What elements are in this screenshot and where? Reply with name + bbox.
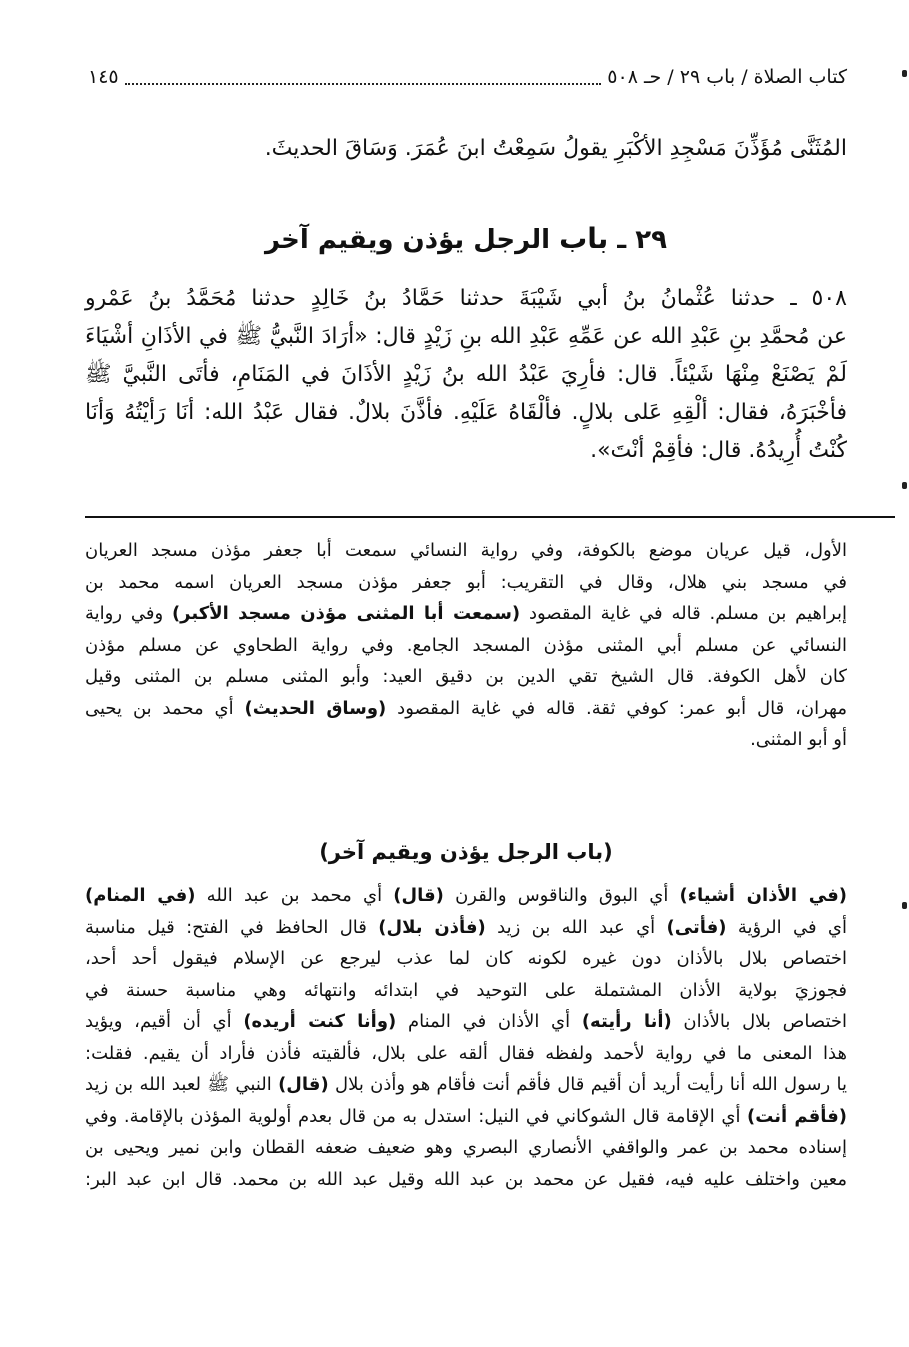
- text-segment: النبي ﷺ لعبد الله بن زيد: [85, 1074, 279, 1095]
- text-line: [85, 661, 847, 692]
- text-segment: اختصاص بلال بالأذان دون غيره لكونه كان لما عذب ليرجع عن الإسلام فيقول أحد أحد،: [85, 948, 847, 969]
- text-segment: أي الإقامة قال الشوكاني في النيل: استدل به من قال بعدم أولوية المؤذن بالإقامة. وفي: [85, 1105, 748, 1127]
- text-segment: فأخْبَرَهُ، فقال: ألْقِهِ عَلى بلالٍ. فألْقَاهُ عَلَيْهِ. فأذَّنَ بلالٌ. فقال عَبْدُ الله: أنَا رَأيْتُهُ وَأنَا: [85, 400, 847, 425]
- text-line: [85, 1101, 847, 1132]
- text-segment: وفي رواية: [85, 603, 172, 624]
- text-segment: إبراهيم بن مسلم. قاله في غاية المقصود: [520, 603, 847, 624]
- text-line: [85, 598, 847, 629]
- text-segment: أي في الرؤية: [726, 916, 848, 938]
- bold-quote: (فأذن بلال): [378, 916, 486, 938]
- bold-quote: (في المنام): [85, 885, 196, 906]
- text-line: [85, 693, 847, 724]
- text-line: [85, 724, 847, 755]
- text-line: [85, 356, 847, 394]
- text-segment: قال الحافظ في الفتح: قيل مناسبة: [85, 916, 379, 938]
- continuation-line: المُثَنَّى مُؤَذِّنَ مَسْجِدِ الأكْبَرِ يقولُ سَمِعْتُ ابنَ عُمَرَ. وَسَاقَ الحديثَ.: [264, 136, 847, 161]
- text-segment: كُنْتُ أُرِيدُهُ. قال: فأقِمْ أنْتَ».: [590, 438, 847, 463]
- text-segment: يا رسول الله أنا رأيت أريد أن أقيم قال فأقم أنت فأقام هو وأذن بلال: [328, 1074, 847, 1095]
- margin-mark: [902, 902, 907, 909]
- text-segment: لَمْ يَصْنَعْ مِنْهَا شَيْئاً. قال: فأرِيَ عَبْدُ الله بنُ زَيْدٍ الأذَانَ في المَنَامِ، فأتَى النَّبيَّ ﷺ: [85, 362, 847, 387]
- text-segment: اختصاص بلال بالأذان: [671, 1011, 848, 1032]
- text-segment: أي محمد بن يحيى: [85, 697, 245, 719]
- chapter-label: باب: [559, 222, 609, 255]
- text-segment: أي أن أقيم، ويؤيد: [85, 1011, 244, 1032]
- bold-quote: (سمعت أبا المثنى مؤذن مسجد الأكبر): [171, 603, 521, 624]
- bold-quote: (قال): [278, 1074, 329, 1095]
- text-line: [85, 567, 847, 598]
- text-segment: إسناده محمد بن عمر والواقفي الأنصاري البصري وهو ضعيف ضعفه القطان وابن نمير ويحيى بن: [85, 1137, 847, 1158]
- text-segment: في مسجد بني هلال، وقال في التقريب: أبو جعفر مؤذن مسجد العريان اسمه محمد بن: [85, 571, 847, 593]
- bold-quote: (وأنا كنت أريده): [243, 1011, 397, 1032]
- text-line: [85, 880, 847, 911]
- text-line: [85, 943, 847, 974]
- margin-mark: [902, 482, 907, 489]
- bold-quote: (في الأذان أشياء): [679, 885, 847, 906]
- bold-quote: (وساق الحديث): [244, 697, 387, 719]
- text-line: [85, 912, 847, 943]
- chapter-heading: [85, 222, 847, 255]
- text-line: [85, 280, 847, 318]
- chapter-title: الرجل يؤذن ويقيم آخر: [264, 225, 550, 255]
- text-line: [85, 535, 847, 566]
- text-segment: النسائي عن مسلم أبي المثنى مؤذن المسجد الجامع. وفي رواية الطحاوي عن مسلم مؤذن: [85, 634, 847, 656]
- text-segment: مهران، قال أبو عمر: كوفي ثقة. قاله في غاية المقصود: [386, 697, 847, 719]
- commentary-heading: (باب الرجل يؤذن ويقيم آخر): [319, 840, 613, 864]
- running-header: [88, 62, 847, 92]
- text-line: [85, 1006, 847, 1037]
- text-segment: الأول، قيل عريان موضع بالكوفة، وفي رواية النسائي سمعت أبا جعفر مؤذن مسجد العريان: [85, 540, 847, 561]
- text-line: [85, 1164, 847, 1195]
- bold-quote: (فأتى): [666, 916, 727, 938]
- text-line: [85, 394, 847, 432]
- text-segment: أي محمد بن عبد الله: [195, 885, 394, 906]
- text-segment: فجوزيَ بولاية الأذان المشتملة على التوحيد في ابتدائه وانتهائه وهي مناسبة حسنة في: [85, 979, 847, 1001]
- text-segment: هذا المعنى ما في رواية لأحمد ولفظه فقال ألقه على بلال، فألقيته فأذن فأراد أن يقيم. فقلت:: [85, 1042, 847, 1064]
- bold-quote: (فأقم أنت): [747, 1105, 847, 1127]
- text-line: [85, 1069, 847, 1100]
- text-segment: عن مُحمَّدِ بنِ عَبْدِ الله عن عَمِّهِ عَبْدِ الله بنِ زَيْدٍ قال: «أرَادَ النَّبيُّ ﷺ في الأذَانِ أشْيَاءَ: [85, 324, 847, 349]
- text-segment: أي الأذان في المنام: [396, 1011, 582, 1032]
- text-segment: كان لأهل الكوفة. قال الشيخ تقي الدين بن دقيق العيد: وأبو المثنى مسلم بن المثنى وقيل: [85, 666, 847, 687]
- text-segment: أي البوق والناقوس والقرن: [443, 885, 680, 906]
- footnote-divider: [85, 516, 895, 518]
- header-leader-dots: [125, 69, 602, 85]
- page-number: ١٤٥: [88, 66, 119, 88]
- chapter-number: ٢٩ ـ: [617, 225, 667, 255]
- text-segment: ٥٠٨ ـ حدثنا عُثْمانُ بنُ أبي شَيْبَةَ حدثنا حَمَّادُ بنُ خَالِدٍ حدثنا مُحَمَّدُ بنُ عَمْرو: [85, 286, 847, 311]
- text-line: [85, 1132, 847, 1163]
- text-line: [85, 318, 847, 356]
- text-line: [85, 1038, 847, 1069]
- bold-quote: (أنا رأيته): [581, 1011, 672, 1032]
- margin-mark: [902, 70, 907, 77]
- text-line: [85, 975, 847, 1006]
- text-segment: معين واختلف عليه فيه، فقيل عن محمد بن عبد الله وقيل عبد الله بن محمد. قال ابن عبد البر:: [85, 1168, 847, 1190]
- header-title: كتاب الصلاة / باب ٢٩ / حـ ٥٠٨: [607, 66, 847, 88]
- text-segment: أو أبو المثنى.: [750, 729, 847, 750]
- text-line: [85, 432, 847, 470]
- bold-quote: (قال): [393, 885, 444, 906]
- text-segment: أي عبد الله بن زيد: [485, 916, 667, 938]
- text-line: [85, 630, 847, 661]
